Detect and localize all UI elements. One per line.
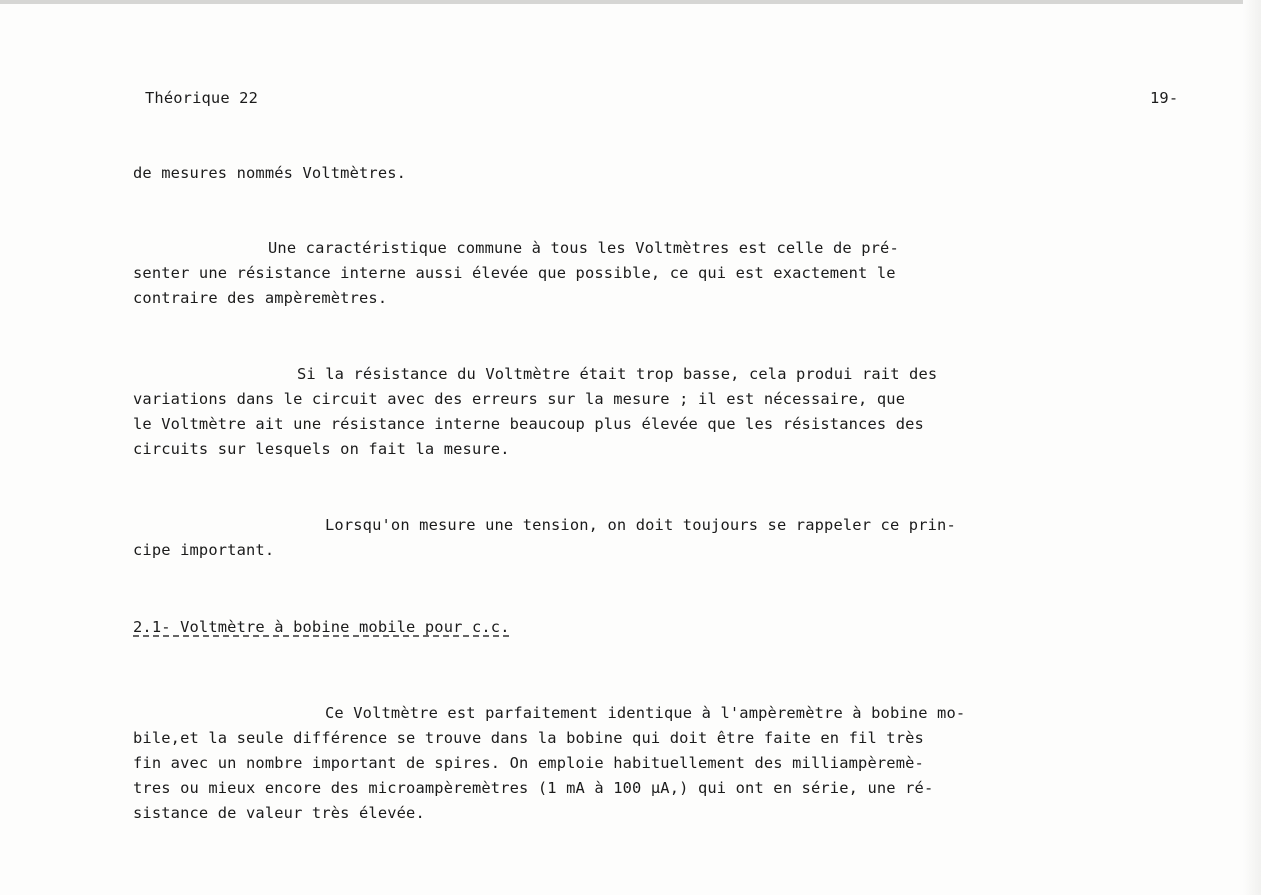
running-header: Théorique 22 [145, 89, 258, 107]
paragraph-line: circuits sur lesquels on fait la mesure. [133, 440, 510, 458]
paragraph-line: fin avec un nombre important de spires. On emploie habituellement des milliampèremè- [133, 754, 924, 772]
paragraph-line: Une caractéristique commune à tous les Voltmètres est celle de pré- [268, 239, 899, 257]
paragraph-line: tres ou mieux encore des microampèremètres (1 mA à 100 µA,) qui ont en série, une ré- [133, 779, 934, 797]
paragraph-line: le Voltmètre ait une résistance interne beaucoup plus élevée que les résistances des [133, 415, 924, 433]
scan-edge-shadow [1243, 0, 1261, 895]
paragraph-line: variations dans le circuit avec des erreurs sur la mesure ; il est nécessaire, que [133, 390, 906, 408]
paragraph-line: Lorsqu'on mesure une tension, on doit toujours se rappeler ce prin- [325, 516, 956, 534]
paragraph-line: Ce Voltmètre est parfaitement identique à l'ampèremètre à bobine mo- [325, 704, 966, 722]
paragraph-line: de mesures nommés Voltmètres. [133, 164, 407, 182]
section-heading: 2.1- Voltmètre à bobine mobile pour c.c. [133, 618, 510, 636]
paragraph-line: cipe important. [133, 541, 275, 559]
page-number: 19- [1150, 89, 1179, 107]
paragraph-line: bile,et la seule différence se trouve dans la bobine qui doit être faite en fil très [133, 729, 924, 747]
paragraph-line: senter une résistance interne aussi élevée que possible, ce qui est exactement le [133, 264, 896, 282]
paragraph-line: sistance de valeur très élevée. [133, 804, 425, 822]
paragraph-line: Si la résistance du Voltmètre était trop basse, cela produi rait des [297, 365, 938, 383]
paragraph-line: contraire des ampèremètres. [133, 289, 388, 307]
scan-edge [0, 0, 1261, 4]
